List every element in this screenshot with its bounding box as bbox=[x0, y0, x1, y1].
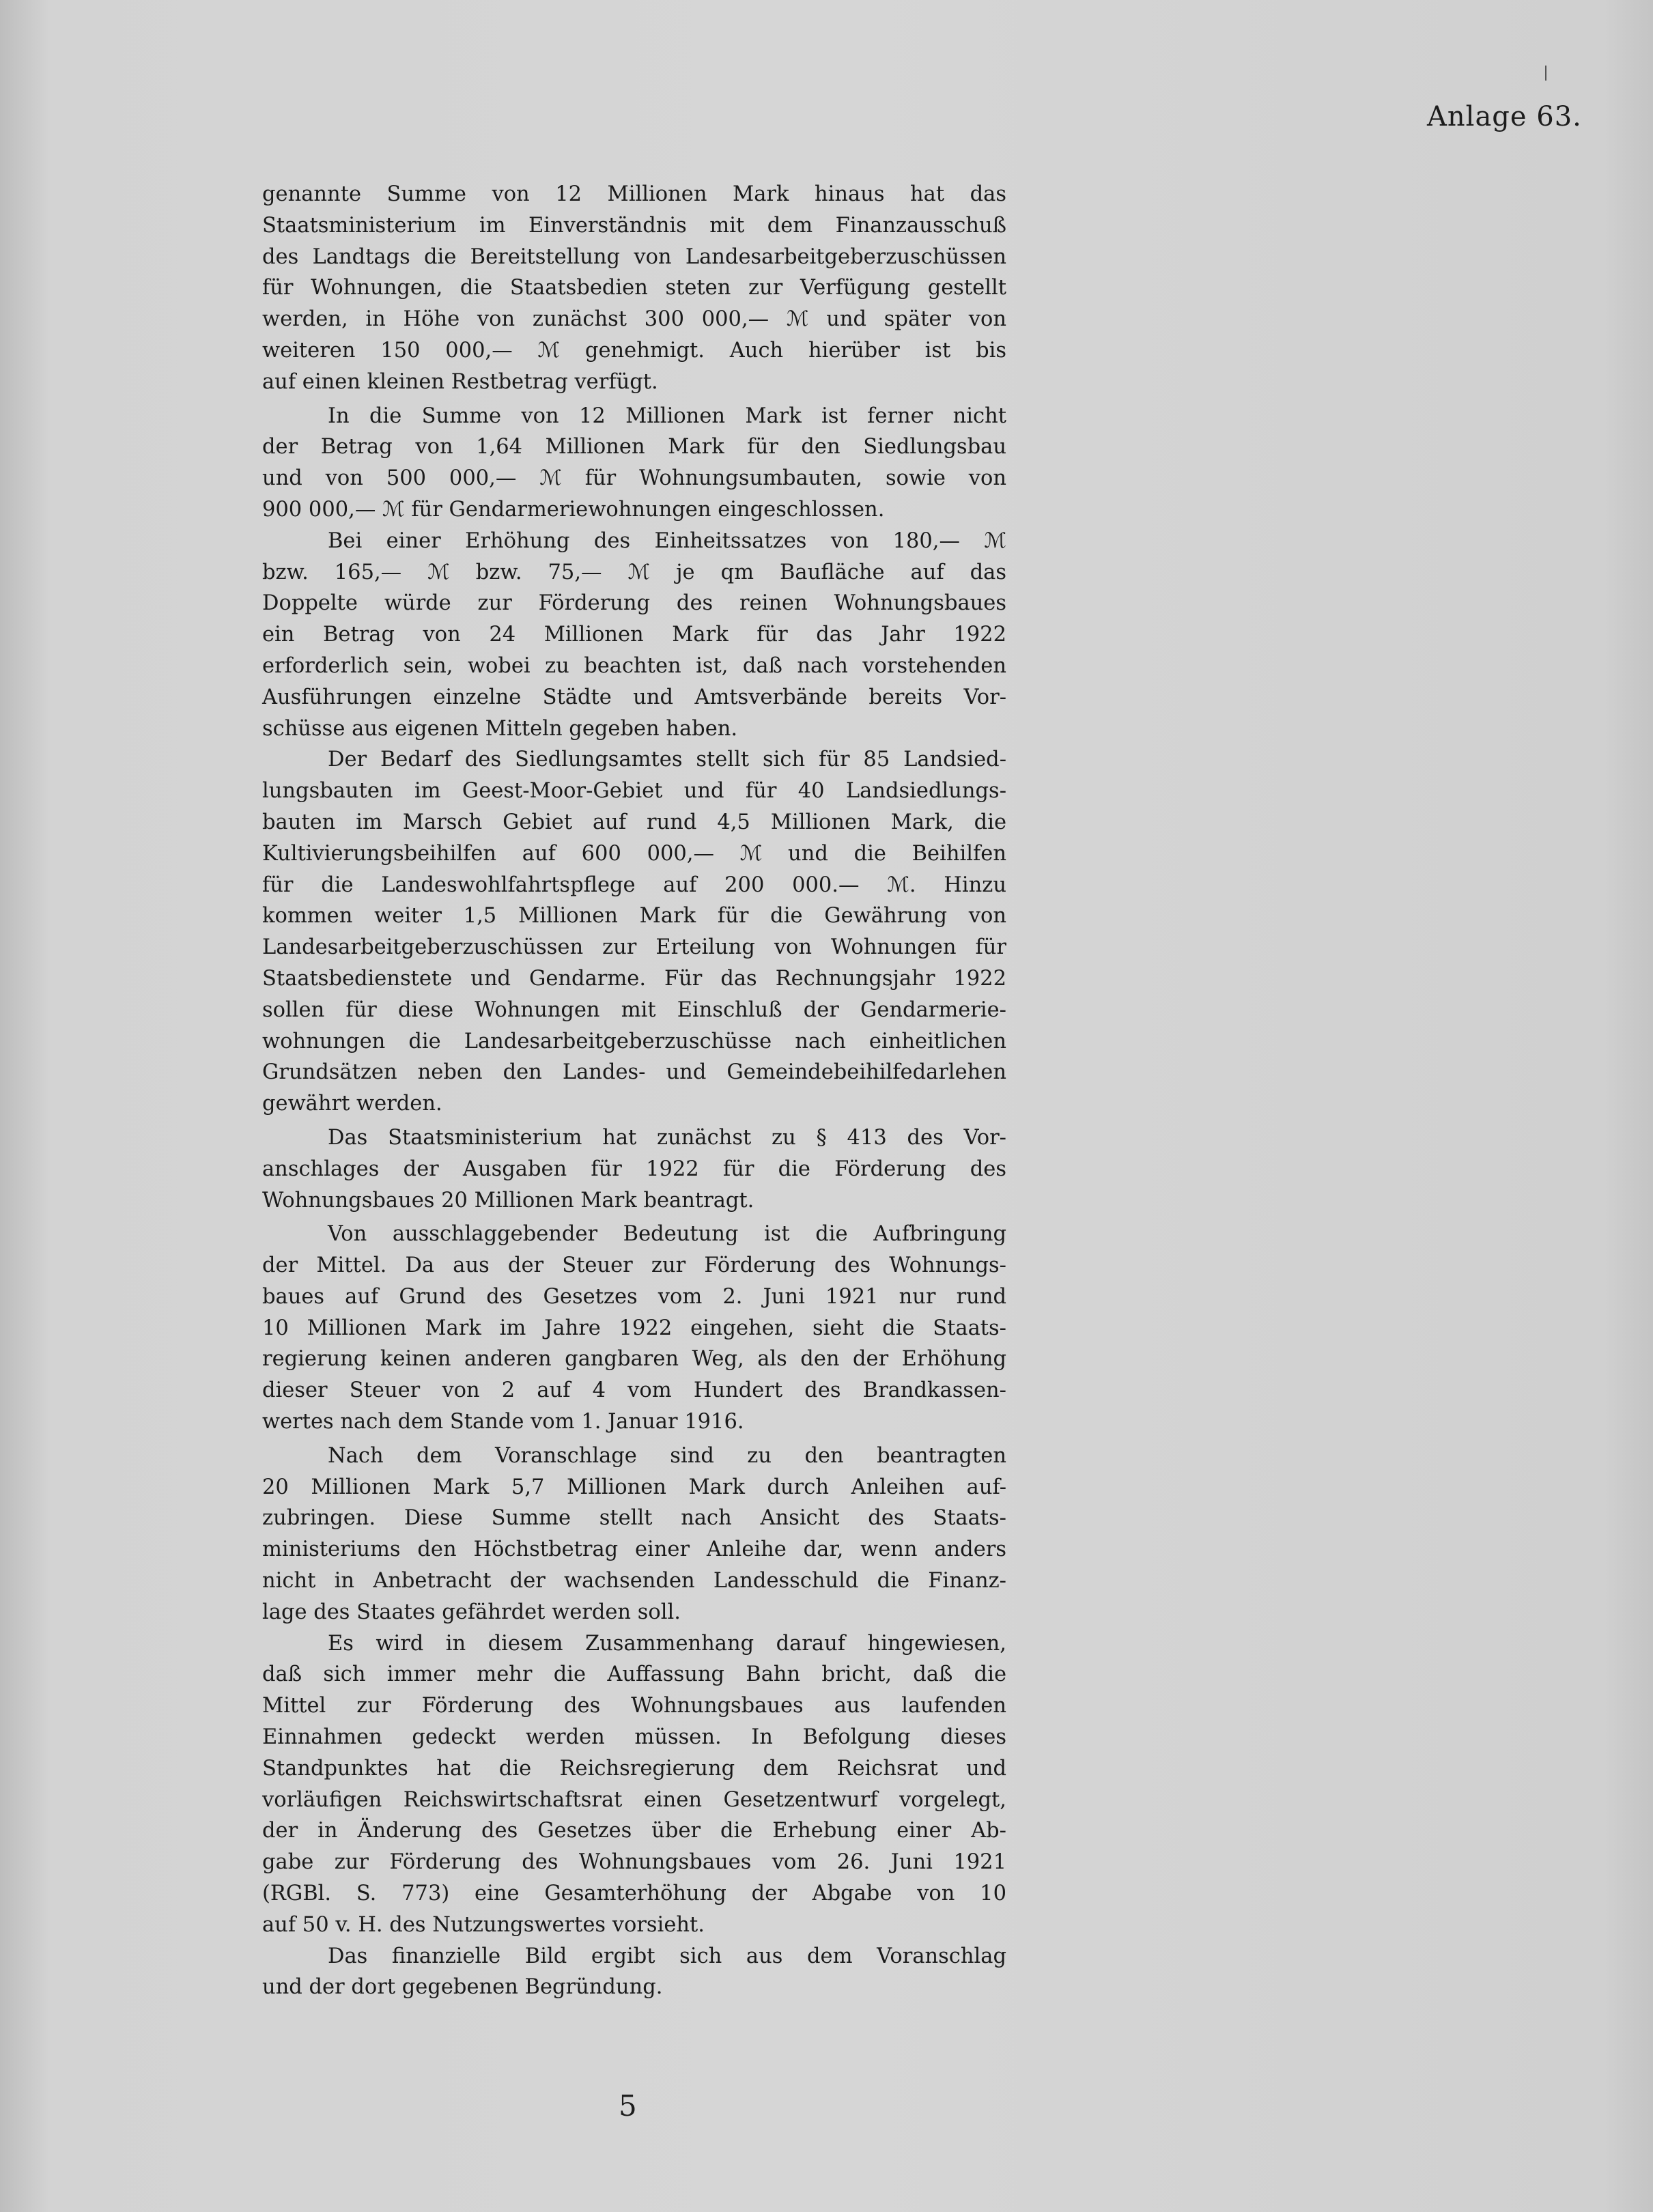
text-line: (RGBl. S. 773) eine Gesamterhöhung der Abgabe von 10 bbox=[262, 1882, 1006, 1906]
text-line: schüsse aus eigenen Mitteln gegeben haben. bbox=[262, 716, 738, 741]
text-line: gewährt werden. bbox=[262, 1092, 442, 1116]
text-line: 900 000,— ℳ für Gendarmeriewohnungen eingeschlossen. bbox=[262, 497, 885, 522]
running-head: Anlage 63. bbox=[1427, 101, 1582, 132]
text-line: lungsbauten im Geest-Moor-Gebiet und für 40 Landsiedlungs- bbox=[262, 779, 1006, 804]
text-line: baues auf Grund des Gesetzes vom 2. Juni 1921 nur rund bbox=[262, 1284, 1006, 1309]
text-line: der Mittel. Da aus der Steuer zur Förderung des Wohnungs- bbox=[262, 1253, 1006, 1278]
paragraph bbox=[262, 1628, 1006, 1941]
text-line: lage des Staates gefährdet werden soll. bbox=[262, 1600, 681, 1624]
text-line: Staatsbedienstete und Gendarme. Für das Rechnungsjahr 1922 bbox=[262, 966, 1006, 991]
text-line: Es wird in diesem Zusammenhang darauf hingewiesen, bbox=[328, 1631, 1006, 1656]
paragraph bbox=[262, 401, 1006, 526]
text-line: erforderlich sein, wobei zu beachten ist, daß nach vorstehenden bbox=[262, 653, 1006, 678]
text-line: Das finanzielle Bild ergibt sich aus dem Voranschlag bbox=[328, 1944, 1006, 1968]
text-line: Standpunktes hat die Reichsregierung dem Reichsrat und bbox=[262, 1756, 1006, 1781]
text-line: und der dort gegebenen Begründung. bbox=[262, 1975, 663, 2000]
text-line: auf einen kleinen Restbetrag verfügt. bbox=[262, 369, 658, 394]
text-line: Kultivierungsbeihilfen auf 600 000,— ℳ und die Beihilfen bbox=[262, 841, 1006, 866]
text-line: Wohnungsbaues 20 Millionen Mark beantragt. bbox=[262, 1188, 754, 1213]
text-line: sollen für diese Wohnungen mit Einschluß der Gendarmerie- bbox=[262, 997, 1006, 1022]
text-line: des Landtags die Bereitstellung von Landesarbeitgeberzuschüssen bbox=[262, 244, 1006, 269]
text-line: 10 Millionen Mark im Jahre 1922 eingehen, sieht die Staats- bbox=[262, 1316, 1006, 1340]
text-line: Staatsministerium im Einverständnis mit dem Finanzausschuß bbox=[262, 213, 1006, 238]
paragraph bbox=[262, 1219, 1006, 1438]
text-line: gabe zur Förderung des Wohnungsbaues vom 26. Juni 1921 bbox=[262, 1850, 1006, 1875]
text-line: Grundsätzen neben den Landes- und Gemeindebeihilfedarlehen bbox=[262, 1060, 1006, 1085]
paragraph bbox=[262, 1122, 1006, 1216]
text-line: auf 50 v. H. des Nutzungswertes vorsieht. bbox=[262, 1912, 705, 1937]
text-line: Einnahmen gedeckt werden müssen. In Befolgung dieses bbox=[262, 1725, 1006, 1750]
text-line: ein Betrag von 24 Millionen Mark für das Jahr 1922 bbox=[262, 623, 1006, 647]
text-line: nicht in Anbetracht der wachsenden Landesschuld die Finanz- bbox=[262, 1569, 1006, 1593]
text-line: bauten im Marsch Gebiet auf rund 4,5 Millionen Mark, die bbox=[262, 810, 1006, 834]
text-line: Nach dem Voranschlage sind zu den beantragten bbox=[328, 1443, 1006, 1468]
margin-mark bbox=[1545, 66, 1546, 81]
text-line: und von 500 000,— ℳ für Wohnungsumbauten, sowie von bbox=[262, 466, 1006, 491]
text-line: für die Landeswohlfahrtspflege auf 200 000.— ℳ. Hinzu bbox=[262, 873, 1006, 897]
text-line: dieser Steuer von 2 auf 4 vom Hundert des Brandkassen- bbox=[262, 1378, 1006, 1403]
text-line: der Betrag von 1,64 Millionen Mark für den Siedlungsbau bbox=[262, 435, 1006, 459]
paragraph bbox=[262, 526, 1006, 745]
text-line: Doppelte würde zur Förderung des reinen Wohnungsbaues bbox=[262, 591, 1006, 616]
text-line: daß sich immer mehr die Auffassung Bahn bricht, daß die bbox=[262, 1662, 1006, 1687]
paragraph bbox=[262, 744, 1006, 1120]
text-line: werden, in Höhe von zunächst 300 000,— ℳ und später von bbox=[262, 307, 1006, 332]
paragraph bbox=[262, 1441, 1006, 1628]
text-line: für Wohnungen, die Staatsbedien steten zur Verfügung gestellt bbox=[262, 276, 1006, 300]
text-line: weiteren 150 000,— ℳ genehmigt. Auch hierüber ist bis bbox=[262, 338, 1006, 363]
text-line: vorläufigen Reichswirtschaftsrat einen Gesetzentwurf vorgelegt, bbox=[262, 1787, 1006, 1812]
text-line: Der Bedarf des Siedlungsamtes stellt sich für 85 Landsied- bbox=[328, 748, 1006, 772]
text-line: Bei einer Erhöhung des Einheitssatzes von 180,— ℳ bbox=[328, 528, 1006, 553]
text-line: ministeriums den Höchstbetrag einer Anleihe dar, wenn anders bbox=[262, 1537, 1006, 1562]
text-line: 20 Millionen Mark 5,7 Millionen Mark durch Anleihen auf- bbox=[262, 1475, 1006, 1499]
text-line: Landesarbeitgeberzuschüssen zur Erteilung von Wohnungen für bbox=[262, 935, 1006, 960]
text-line: bzw. 165,— ℳ bzw. 75,— ℳ je qm Baufläche auf das bbox=[262, 560, 1006, 584]
text-line: kommen weiter 1,5 Millionen Mark für die Gewährung von bbox=[262, 904, 1006, 928]
text-line: wohnungen die Landesarbeitgeberzuschüsse nach einheitlichen bbox=[262, 1029, 1006, 1053]
paragraph bbox=[262, 1941, 1006, 2004]
page-number: 5 bbox=[619, 2089, 637, 2123]
text-line: Von ausschlaggebender Bedeutung ist die Aufbringung bbox=[328, 1222, 1006, 1247]
text-line: der in Änderung des Gesetzes über die Erhebung einer Ab- bbox=[262, 1819, 1006, 1843]
text-line: genannte Summe von 12 Millionen Mark hinaus hat das bbox=[262, 182, 1006, 206]
text-line: anschlages der Ausgaben für 1922 für die Förderung des bbox=[262, 1157, 1006, 1181]
text-line: Ausführungen einzelne Städte und Amtsverbände bereits Vor- bbox=[262, 685, 1006, 709]
text-line: Das Staatsministerium hat zunächst zu § 413 des Vor- bbox=[328, 1125, 1006, 1150]
text-line: zubringen. Diese Summe stellt nach Ansicht des Staats- bbox=[262, 1506, 1006, 1531]
text-line: regierung keinen anderen gangbaren Weg, als den der Erhöhung bbox=[262, 1347, 1006, 1372]
paragraph bbox=[262, 179, 1006, 398]
text-line: wertes nach dem Stande vom 1. Januar 1916. bbox=[262, 1410, 744, 1434]
text-line: In die Summe von 12 Millionen Mark ist ferner nicht bbox=[328, 403, 1006, 428]
text-line: Mittel zur Förderung des Wohnungsbaues aus laufenden bbox=[262, 1694, 1006, 1718]
body-text bbox=[262, 179, 1006, 2003]
